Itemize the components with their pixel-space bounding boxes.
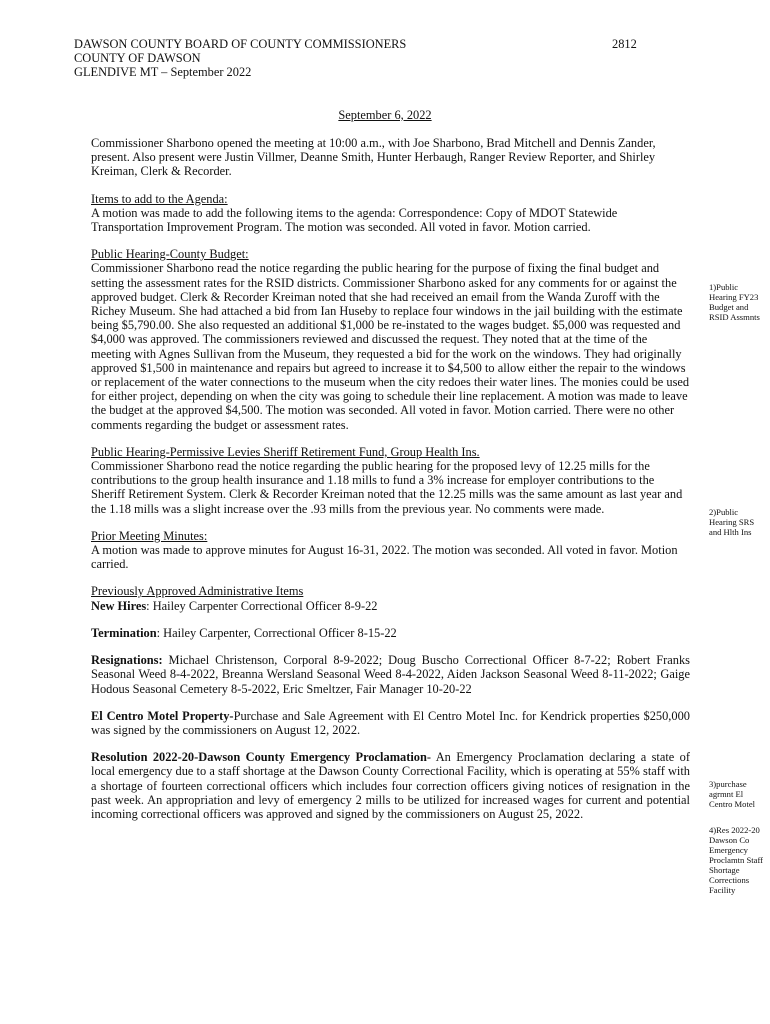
county-name: COUNTY OF DAWSON <box>74 51 201 66</box>
location-month: GLENDIVE MT – September 2022 <box>74 65 252 80</box>
resolution-paragraph <box>91 750 690 821</box>
resolution-label: Resolution 2022-20-Dawson County Emergency Proclamation <box>91 750 427 765</box>
minutes-heading: Prior Meeting Minutes: <box>91 528 208 543</box>
margin-note-motel: 3)purchase agrmnt El Centro Motel <box>709 779 756 809</box>
minutes-paragraph: A motion was made to approve minutes for August 16-31, 2022. The motion was seconded. All voted in favor. Motion carried. <box>91 543 678 572</box>
termination-text: : Hailey Carpenter, Correctional Officer 8-15-22 <box>156 625 397 640</box>
new-hires-line <box>91 599 690 613</box>
opening-section <box>91 136 690 179</box>
budget-section <box>91 247 690 432</box>
board-title: DAWSON COUNTY BOARD OF COUNTY COMMISSIONERS <box>74 37 407 51</box>
levies-section <box>91 445 690 516</box>
agenda-section <box>91 192 690 235</box>
new-hires-text: : Hailey Carpenter Correctional Officer 8-9-22 <box>146 598 378 613</box>
resignations-label: Resignations: <box>91 653 163 668</box>
minutes-body <box>91 136 690 834</box>
termination-section <box>91 626 690 640</box>
page-number: 2812 <box>612 37 637 51</box>
termination-line <box>91 626 690 640</box>
agenda-heading: Items to add to the Agenda: <box>91 191 228 206</box>
resignations-paragraph <box>91 653 690 696</box>
levies-paragraph: Commissioner Sharbono read the notice regarding the public hearing for the proposed levy of 12.25 mills for the contributions to the group health insurance and 1.18 mills to fund a 3% increase for employer contributions to the Sheriff Retirement System. Clerk & Recorder Kreiman noted that the 12.25 mills was the same amount as last year and the 1.18 mills was a slight increase over the .93 mills from the previous year. No comments were made. <box>91 459 683 516</box>
budget-heading: Public Hearing-County Budget: <box>91 247 249 262</box>
resolution-section <box>91 750 690 821</box>
termination-label: Termination <box>91 625 157 640</box>
admin-heading: Previously Approved Administrative Items <box>91 584 304 599</box>
opening-paragraph: Commissioner Sharbono opened the meeting at 10:00 a.m., with Joe Sharbono, Brad Mitchell and Dennis Zander, present. Also present were Justin Villmer, Deanne Smith, Hunter Herbaugh, Ranger Review Reporter, and Shirley Kreiman, Clerk & Recorder. <box>91 136 656 179</box>
minutes-section <box>91 529 690 572</box>
margin-note-budget: 1)Public Hearing FY23 Budget and RSID Assmnts <box>709 282 760 322</box>
meeting-date: September 6, 2022 <box>338 108 432 122</box>
motel-label: El Centro Motel Property- <box>91 708 234 723</box>
margin-note-resolution: 4)Res 2022-20 Dawson Co Emergency Proclamtn Staff Shortage Corrections Facility <box>709 825 764 895</box>
margin-note-levies: 2)Public Hearing SRS and Hlth Ins <box>709 507 755 537</box>
motel-paragraph <box>91 709 690 737</box>
resignations-text: Michael Christenson, Corporal 8-9-2022; Doug Buscho Correctional Officer 8-7-22; Robert Franks Seasonal Weed 8-4-2022, Breanna Wersland Seasonal Weed 8-4-2022, Aiden Jackson Seasonal Weed 8-11-2022; Gaige Hodous Seasonal Cemetery 8-5-2022, Eric Smeltzer, Fair Manager 10-20-22 <box>91 653 690 696</box>
document-header <box>74 37 674 80</box>
admin-section <box>91 584 690 612</box>
motel-text: Purchase and Sale Agreement with El Centro Motel Inc. for Kendrick properties $250,000 was signed by the commissioners on August 12, 2022. <box>91 708 690 737</box>
resignations-section <box>91 653 690 696</box>
motel-section <box>91 709 690 737</box>
resolution-text: - An Emergency Proclamation declaring a state of local emergency due to a staff shortage at the Dawson County Correctional Facility, which is operating at 55% staff with a shortage of fourteen correctional officers which includes four correction officers giving notices of resignation in the past week. An appropriation and levy of emergency 2 mills to be utilized for increased wages for current and potential incoming correctional officers was approved and signed by the commissioners on August 25, 2022. <box>91 750 691 821</box>
budget-paragraph: Commissioner Sharbono read the notice regarding the public hearing for the purpose of fixing the final budget and setting the assessment rates for the RSID districts. Commissioner Sharbono asked for any comments for or against the approved budget. Clerk & Recorder Kreiman noted that she had received an email from the Wanda Zuroff with the Richey Museum. She had attached a bid from Ian Huseby to replace four windows in the jail building with the estimate being $5,790.00. She also requested an additional $1,000 be re-instated to the wages budget. $5,000 was requested and $4,000 was approved. The commissioners reviewed and discussed the request. They noted that at the time of the meeting with Agnes Sullivan from the Museum, they requested a bid for the work on the windows. They had originally approved $1,500 in maintenance and repairs but agreed to increase it to $4,500 to allow either the repair to the windows or replacement of the water connections to the museum when the city redoes their water lines. The monies could be used for either project, depending on when the city was going to schedule their line replacement. A motion was made to leave the budget at the approved $4,500. The motion was seconded. All voted in favor. Motion carried. There were no other comments regarding the budget or assessment rates. <box>91 261 690 432</box>
new-hires-label: New Hires <box>91 598 147 613</box>
agenda-paragraph: A motion was made to add the following items to the agenda: Correspondence: Copy of MDOT Statewide Transportation Improvement Program. The motion was seconded. All voted in favor. Motion carried. <box>91 205 618 235</box>
levies-heading: Public Hearing-Permissive Levies Sheriff Retirement Fund, Group Health Ins. <box>91 444 480 459</box>
